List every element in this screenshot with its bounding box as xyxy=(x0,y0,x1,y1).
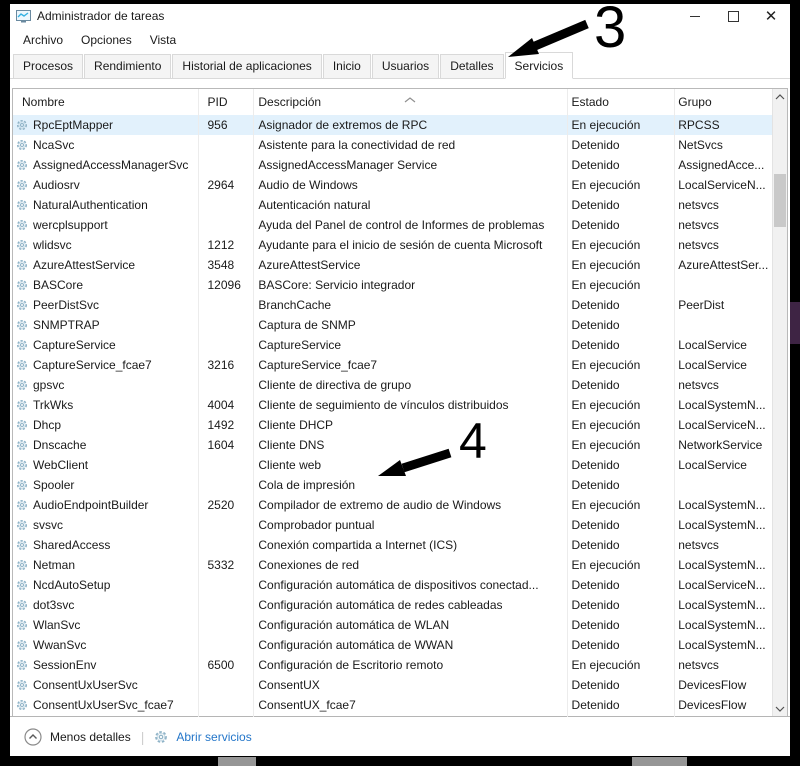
service-description: BranchCache xyxy=(258,298,332,312)
close-icon: ✕ xyxy=(764,7,778,25)
annotation-number-3: 3 xyxy=(594,0,627,60)
service-group: netsvcs xyxy=(678,198,719,212)
service-name: AudioEndpointBuilder xyxy=(33,498,149,512)
service-group: LocalServiceN... xyxy=(678,418,766,432)
service-name: NcdAutoSetup xyxy=(33,578,111,592)
table-row-netman[interactable] xyxy=(13,555,773,575)
service-status: Detenido xyxy=(571,478,620,492)
tab-detalles[interactable]: Detalles xyxy=(440,54,503,79)
service-gear-icon xyxy=(16,219,28,231)
background-window-edge xyxy=(790,302,800,344)
service-status: Detenido xyxy=(571,638,620,652)
service-status: Detenido xyxy=(571,698,620,712)
service-group: netsvcs xyxy=(678,658,719,672)
service-group: PeerDist xyxy=(678,298,725,312)
service-status: En ejecución xyxy=(571,178,641,192)
service-gear-icon xyxy=(16,579,28,591)
table-row-peerdistsvc[interactable] xyxy=(13,295,773,315)
service-status: En ejecución xyxy=(571,418,641,432)
service-status: Detenido xyxy=(571,218,620,232)
service-description: BASCore: Servicio integrador xyxy=(258,278,416,292)
service-status: En ejecución xyxy=(571,238,641,252)
table-row-svsvc[interactable] xyxy=(13,515,773,535)
table-body xyxy=(13,115,773,717)
service-name: wercplsupport xyxy=(33,218,108,232)
service-gear-icon xyxy=(16,239,28,251)
table-row-dnscache[interactable] xyxy=(13,435,773,455)
service-status: En ejecución xyxy=(571,498,641,512)
service-gear-icon xyxy=(16,699,28,711)
table-row-ncasvc[interactable] xyxy=(13,135,773,155)
service-description: Cola de impresión xyxy=(258,478,356,492)
service-description: Configuración automática de WLAN xyxy=(258,618,450,632)
service-pid: 3548 xyxy=(207,258,235,272)
service-group: DevicesFlow xyxy=(678,678,747,692)
service-gear-icon xyxy=(16,359,28,371)
service-pid: 6500 xyxy=(207,658,235,672)
service-gear-icon xyxy=(16,139,28,151)
service-status: En ejecución xyxy=(571,278,641,292)
service-status: Detenido xyxy=(571,678,620,692)
chevron-up-circle-icon xyxy=(24,728,42,746)
service-gear-icon xyxy=(16,319,28,331)
service-gear-icon xyxy=(16,679,28,691)
service-name: TrkWks xyxy=(33,398,74,412)
service-group: AssignedAcce... xyxy=(678,158,765,172)
service-name: wlidsvc xyxy=(33,238,72,252)
service-description: Cliente de directiva de grupo xyxy=(258,378,412,392)
service-group: LocalSystemN... xyxy=(678,398,766,412)
service-pid: 1604 xyxy=(207,438,235,452)
service-status: En ejecución xyxy=(571,438,641,452)
service-group: RPCSS xyxy=(678,118,720,132)
service-status: Detenido xyxy=(571,198,620,212)
service-group: AzureAttestSer... xyxy=(678,258,769,272)
service-gear-icon xyxy=(16,159,28,171)
task-manager-window xyxy=(10,4,790,756)
service-name: SharedAccess xyxy=(33,538,111,552)
service-gear-icon xyxy=(16,599,28,611)
taskbar-fragment xyxy=(632,757,687,766)
service-description: CaptureService_fcae7 xyxy=(258,358,378,372)
window-title: Administrador de tareas xyxy=(37,9,165,23)
service-gear-icon xyxy=(16,639,28,651)
service-name: WwanSvc xyxy=(33,638,87,652)
service-description: Captura de SNMP xyxy=(258,318,356,332)
table-row-naturalauthentication[interactable] xyxy=(13,195,773,215)
menu-item-vista[interactable]: Vista xyxy=(149,33,177,47)
service-pid: 1212 xyxy=(207,238,235,252)
service-status: Detenido xyxy=(571,378,620,392)
service-gear-icon xyxy=(16,419,28,431)
minimize-icon xyxy=(690,16,700,17)
service-status: Detenido xyxy=(571,458,620,472)
service-name: AssignedAccessManagerSvc xyxy=(33,158,189,172)
service-name: WlanSvc xyxy=(33,618,81,632)
service-group: LocalServiceN... xyxy=(678,578,766,592)
service-name: ConsentUxUserSvc xyxy=(33,678,138,692)
window-controls xyxy=(676,4,790,28)
sort-ascending-icon xyxy=(403,90,417,108)
service-gear-icon xyxy=(16,179,28,191)
column-header-pid[interactable]: PID xyxy=(207,95,228,109)
table-row-gpsvc[interactable] xyxy=(13,375,773,395)
service-description: Cliente web xyxy=(258,458,322,472)
service-gear-icon xyxy=(16,519,28,531)
service-name: BASCore xyxy=(33,278,84,292)
menu-bar xyxy=(10,28,790,52)
service-group: LocalSystemN... xyxy=(678,498,766,512)
service-status: En ejecución xyxy=(571,398,641,412)
table-row-bascore[interactable] xyxy=(13,275,773,295)
service-group: LocalSystemN... xyxy=(678,598,766,612)
service-pid: 3216 xyxy=(207,358,235,372)
open-services-link[interactable] xyxy=(154,730,251,744)
table-row-wercplsupport[interactable] xyxy=(13,215,773,235)
service-name: Dhcp xyxy=(33,418,62,432)
service-description: Configuración automática de dispositivos conectad... xyxy=(258,578,539,592)
service-status: Detenido xyxy=(571,338,620,352)
service-description: Asignador de extremos de RPC xyxy=(258,118,428,132)
service-group: netsvcs xyxy=(678,538,719,552)
titlebar xyxy=(10,4,790,28)
service-description: Configuración automática de WWAN xyxy=(258,638,454,652)
vertical-scrollbar[interactable] xyxy=(772,89,787,717)
service-description: Comprobador puntual xyxy=(258,518,375,532)
close-button[interactable] xyxy=(752,4,790,28)
service-description: Cliente DHCP xyxy=(258,418,334,432)
tab-usuarios[interactable]: Usuarios xyxy=(372,54,439,79)
service-name: CaptureService_fcae7 xyxy=(33,358,152,372)
scrollbar-thumb[interactable] xyxy=(774,174,786,227)
services-gear-icon xyxy=(154,730,168,744)
service-gear-icon xyxy=(16,659,28,671)
tab-procesos[interactable]: Procesos xyxy=(13,54,83,79)
service-status: Detenido xyxy=(571,138,620,152)
service-gear-icon xyxy=(16,479,28,491)
service-name: RpcEptMapper xyxy=(33,118,114,132)
service-name: Audiosrv xyxy=(33,178,80,192)
service-gear-icon xyxy=(16,259,28,271)
service-gear-icon xyxy=(16,379,28,391)
service-description: Autenticación natural xyxy=(258,198,371,212)
service-status: Detenido xyxy=(571,298,620,312)
service-description: Ayudante para el inicio de sesión de cuenta Microsoft xyxy=(258,238,543,252)
service-gear-icon xyxy=(16,339,28,351)
service-description: ConsentUX xyxy=(258,678,320,692)
service-pid: 956 xyxy=(207,118,228,132)
service-group: netsvcs xyxy=(678,218,719,232)
service-status: Detenido xyxy=(571,618,620,632)
service-gear-icon xyxy=(16,399,28,411)
tab-servicios[interactable]: Servicios xyxy=(505,52,574,79)
service-status: En ejecución xyxy=(571,658,641,672)
service-description: Conexión compartida a Internet (ICS) xyxy=(258,538,458,552)
table-row-wlansvc[interactable] xyxy=(13,615,773,635)
service-status: Detenido xyxy=(571,158,620,172)
service-name: Netman xyxy=(33,558,76,572)
service-name: SNMPTRAP xyxy=(33,318,100,332)
service-status: Detenido xyxy=(571,518,620,532)
service-description: ConsentUX_fcae7 xyxy=(258,698,356,712)
maximize-icon xyxy=(728,11,739,22)
column-header-estado[interactable]: Estado xyxy=(571,95,609,109)
service-name: dot3svc xyxy=(33,598,75,612)
less-details-label: Menos detalles xyxy=(50,729,131,744)
service-pid: 2520 xyxy=(207,498,235,512)
service-description: AssignedAccessManager Service xyxy=(258,158,438,172)
service-name: NcaSvc xyxy=(33,138,75,152)
service-description: CaptureService xyxy=(258,338,342,352)
service-description: Cliente de seguimiento de vínculos distribuidos xyxy=(258,398,509,412)
service-name: Dnscache xyxy=(33,438,87,452)
table-row-assignedaccessmanagersvc[interactable] xyxy=(13,155,773,175)
service-group: LocalSystemN... xyxy=(678,638,766,652)
scroll-up-button[interactable] xyxy=(773,89,787,105)
table-header-row xyxy=(13,89,773,115)
service-description: Cliente DNS xyxy=(258,438,325,452)
annotation-number-4: 4 xyxy=(459,413,487,469)
service-name: PeerDistSvc xyxy=(33,298,100,312)
service-status: Detenido xyxy=(571,598,620,612)
column-divider xyxy=(198,89,199,717)
service-pid: 12096 xyxy=(207,278,241,292)
service-group: LocalService xyxy=(678,458,747,472)
task-manager-app-icon xyxy=(16,10,31,23)
maximize-button[interactable] xyxy=(714,4,752,28)
table-row-captureservice-fcae7[interactable] xyxy=(13,355,773,375)
menu-item-archivo[interactable]: Archivo xyxy=(23,33,64,47)
service-description: Asistente para la conectividad de red xyxy=(258,138,456,152)
service-pid: 2964 xyxy=(207,178,235,192)
service-group: NetSvcs xyxy=(678,138,723,152)
tab-inicio[interactable]: Inicio xyxy=(323,54,371,79)
service-gear-icon xyxy=(16,279,28,291)
column-divider xyxy=(567,89,568,717)
service-gear-icon xyxy=(16,199,28,211)
service-name: ConsentUxUserSvc_fcae7 xyxy=(33,698,174,712)
service-gear-icon xyxy=(16,619,28,631)
footer-divider: | xyxy=(140,728,145,745)
column-divider xyxy=(674,89,675,717)
table-row-wwansvc[interactable] xyxy=(13,635,773,655)
service-group: LocalSystemN... xyxy=(678,618,766,632)
service-description: Compilador de extremo de audio de Windows xyxy=(258,498,502,512)
less-details-button[interactable] xyxy=(24,728,131,746)
service-group: NetworkService xyxy=(678,438,763,452)
table-row-sharedaccess[interactable] xyxy=(13,535,773,555)
service-status: En ejecución xyxy=(571,118,641,132)
service-status: Detenido xyxy=(571,578,620,592)
service-status: En ejecución xyxy=(571,558,641,572)
service-description: Configuración automática de redes cableadas xyxy=(258,598,503,612)
service-pid: 4004 xyxy=(207,398,235,412)
service-description: Conexiones de red xyxy=(258,558,360,572)
tab-rendimiento[interactable]: Rendimiento xyxy=(84,54,171,79)
service-name: SessionEnv xyxy=(33,658,97,672)
service-group: LocalService xyxy=(678,358,747,372)
table-row-rpceptmapper[interactable] xyxy=(13,115,773,135)
service-description: Ayuda del Panel de control de Informes de problemas xyxy=(258,218,545,232)
table-row-audiosrv[interactable] xyxy=(13,175,773,195)
column-header-grupo[interactable]: Grupo xyxy=(678,95,712,109)
scroll-down-button[interactable] xyxy=(773,701,787,717)
service-gear-icon xyxy=(16,439,28,451)
service-pid: 1492 xyxy=(207,418,235,432)
service-group: DevicesFlow xyxy=(678,698,747,712)
taskbar-fragment xyxy=(218,757,256,766)
table-row-audioendpointbuilder[interactable] xyxy=(13,495,773,515)
column-header-descripcion[interactable]: Descripción xyxy=(258,95,322,109)
service-name: CaptureService xyxy=(33,338,116,352)
service-name: NaturalAuthentication xyxy=(33,198,148,212)
service-group: LocalSystemN... xyxy=(678,558,766,572)
table-row-dhcp[interactable] xyxy=(13,415,773,435)
service-name: gpsvc xyxy=(33,378,65,392)
table-row-sessionenv[interactable] xyxy=(13,655,773,675)
service-gear-icon xyxy=(16,119,28,131)
service-gear-icon xyxy=(16,499,28,511)
table-row-trkwks[interactable] xyxy=(13,395,773,415)
service-description: Audio de Windows xyxy=(258,178,358,192)
column-header-nombre[interactable]: Nombre xyxy=(22,95,65,109)
column-divider xyxy=(253,89,254,717)
footer-bar xyxy=(10,716,790,756)
service-name: svsvc xyxy=(33,518,63,532)
tab-strip xyxy=(10,52,790,79)
service-group: netsvcs xyxy=(678,238,719,252)
tab-historial-de-aplicaciones[interactable]: Historial de aplicaciones xyxy=(172,54,321,79)
service-gear-icon xyxy=(16,539,28,551)
table-row-azureattestservice[interactable] xyxy=(13,255,773,275)
service-name: AzureAttestService xyxy=(33,258,136,272)
service-group: LocalServiceN... xyxy=(678,178,766,192)
service-name: Spooler xyxy=(33,478,75,492)
service-description: Configuración de Escritorio remoto xyxy=(258,658,444,672)
minimize-button[interactable] xyxy=(676,4,714,28)
service-pid: 5332 xyxy=(207,558,235,572)
table-row-snmptrap[interactable] xyxy=(13,315,773,335)
table-row-consentuxusersvc-fcae7[interactable] xyxy=(13,695,773,715)
table-row-dot3svc[interactable] xyxy=(13,595,773,615)
service-description: AzureAttestService xyxy=(258,258,361,272)
table-row-consentuxusersvc[interactable] xyxy=(13,675,773,695)
table-row-spooler[interactable] xyxy=(13,475,773,495)
service-gear-icon xyxy=(16,459,28,471)
table-row-wlidsvc[interactable] xyxy=(13,235,773,255)
table-row-captureservice[interactable] xyxy=(13,335,773,355)
table-row-webclient[interactable] xyxy=(13,455,773,475)
table-row-ncdautosetup[interactable] xyxy=(13,575,773,595)
service-group: netsvcs xyxy=(678,378,719,392)
service-gear-icon xyxy=(16,299,28,311)
services-table xyxy=(12,88,788,718)
service-group: LocalSystemN... xyxy=(678,518,766,532)
service-gear-icon xyxy=(16,559,28,571)
service-status: En ejecución xyxy=(571,258,641,272)
service-status: Detenido xyxy=(571,318,620,332)
service-status: En ejecución xyxy=(571,358,641,372)
menu-item-opciones[interactable]: Opciones xyxy=(81,33,132,47)
service-status: Detenido xyxy=(571,538,620,552)
service-name: WebClient xyxy=(33,458,89,472)
service-group: LocalService xyxy=(678,338,747,352)
open-services-label: Abrir servicios xyxy=(176,729,252,744)
